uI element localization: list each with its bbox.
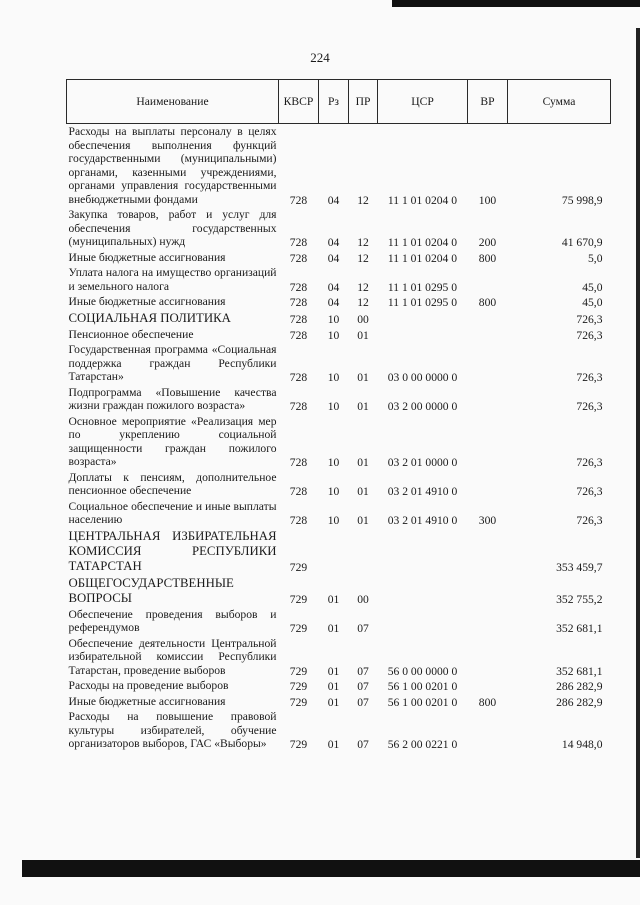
page-number: 224 — [310, 50, 330, 65]
row-vr — [468, 528, 508, 575]
row-rz: 10 — [327, 328, 340, 342]
row-csr — [378, 327, 468, 343]
row-sum: 352 681,1 — [556, 622, 603, 635]
table-row — [67, 694, 611, 710]
row-name: Обеспечение проведения выборов и референдумов — [68, 607, 277, 634]
row-csr — [378, 310, 468, 327]
row-rz: 10 — [327, 400, 340, 413]
row-name: Доплаты к пенсиям, дополнительное пенсионное обеспечение — [68, 470, 277, 497]
row-vr — [468, 470, 508, 499]
row-kvsr: 729 — [289, 622, 308, 635]
row-sum: 75 998,9 — [561, 193, 603, 207]
row-name: ЦЕНТРАЛЬНАЯ ИЗБИРАТЕЛЬНАЯ КОМИССИЯ РЕСПУБЛИКИ ТАТАРСТАН — [68, 528, 277, 573]
row-kvsr: 728 — [289, 296, 308, 309]
budget-table — [66, 79, 611, 752]
row-rz: 10 — [327, 456, 340, 469]
row-name: Основное мероприятие «Реализация мер по укреплению социальной защищенности граждан пожилого возраста» — [68, 414, 277, 468]
row-sum: 14 948,0 — [561, 738, 603, 751]
table-row — [67, 327, 611, 343]
row-csr: 03 2 01 0000 0 — [387, 456, 458, 469]
row-csr: 11 1 01 0204 0 — [387, 236, 458, 249]
row-sum: 726,3 — [576, 400, 603, 413]
row-kvsr: 729 — [289, 561, 308, 574]
row-sum: 286 282,9 — [556, 680, 603, 693]
row-kvsr: 728 — [289, 251, 308, 265]
row-name: Государственная программа «Социальная поддержка граждан Республики Татарстан» — [68, 343, 277, 383]
row-name: Закупка товаров, работ и услуг для обеспечения государственных (муниципальных) нужд — [68, 208, 277, 248]
row-pr: 01 — [357, 328, 369, 342]
table-row — [67, 265, 611, 294]
row-vr: 800 — [478, 296, 497, 309]
row-vr — [468, 342, 508, 385]
row-rz: 10 — [327, 313, 340, 326]
table-body — [67, 124, 611, 752]
row-csr: 56 0 00 0000 0 — [387, 664, 458, 678]
row-pr: 07 — [357, 622, 369, 635]
row-csr: 11 1 01 0295 0 — [387, 296, 458, 309]
row-rz: 04 — [327, 193, 340, 207]
row-vr: 200 — [478, 236, 497, 249]
table-row — [67, 207, 611, 250]
row-kvsr: 728 — [289, 371, 308, 384]
row-kvsr: 728 — [289, 485, 308, 498]
scan-edge-bottom — [22, 860, 640, 877]
row-pr: 07 — [357, 664, 369, 678]
row-vr — [468, 327, 508, 343]
row-kvsr: 728 — [289, 280, 308, 294]
row-pr: 07 — [357, 695, 369, 709]
table-row — [67, 414, 611, 470]
row-kvsr: 729 — [289, 680, 308, 693]
table-row — [67, 709, 611, 752]
row-sum: 352 681,1 — [556, 664, 603, 678]
row-sum: 45,0 — [582, 280, 603, 294]
row-sum: 726,3 — [576, 313, 603, 326]
row-name: Расходы на выплаты персоналу в целях обеспечения выполнения функций государственными (муниципальными) органами, казенными учреждениями, органами управления государственными внебюджетными фондами — [68, 125, 277, 206]
table-row — [67, 310, 611, 327]
row-vr: 300 — [478, 514, 497, 527]
row-csr: 03 2 00 0000 0 — [387, 400, 458, 413]
row-pr: 01 — [357, 485, 369, 498]
table-header-row — [67, 80, 611, 124]
row-csr: 03 0 00 0000 0 — [387, 371, 458, 384]
row-vr — [468, 575, 508, 607]
row-kvsr: 728 — [289, 328, 308, 342]
row-rz: 04 — [327, 280, 340, 294]
table-row — [67, 499, 611, 528]
row-rz — [319, 528, 349, 575]
row-name: Иные бюджетные ассигнования — [68, 295, 226, 308]
row-pr: 00 — [357, 593, 369, 606]
row-sum: 726,3 — [576, 514, 603, 527]
row-vr — [468, 607, 508, 636]
table-row — [67, 528, 611, 575]
row-pr: 12 — [357, 280, 369, 294]
row-pr: 00 — [357, 313, 369, 326]
row-kvsr: 729 — [289, 695, 308, 709]
row-sum: 286 282,9 — [556, 695, 603, 709]
row-csr: 56 2 00 0221 0 — [387, 738, 458, 751]
row-rz: 01 — [327, 593, 340, 606]
row-kvsr: 729 — [289, 738, 308, 751]
row-kvsr: 728 — [289, 193, 308, 207]
row-vr: 100 — [478, 193, 497, 207]
row-pr: 07 — [357, 738, 369, 751]
row-kvsr: 729 — [289, 664, 308, 678]
row-kvsr: 728 — [289, 236, 308, 249]
row-pr: 01 — [357, 400, 369, 413]
row-pr: 01 — [357, 371, 369, 384]
row-sum: 726,3 — [576, 485, 603, 498]
row-rz: 10 — [327, 371, 340, 384]
row-vr — [468, 385, 508, 414]
row-name: Иные бюджетные ассигнования — [68, 694, 226, 708]
scan-edge-right — [636, 28, 640, 858]
header-vr: ВР — [468, 80, 508, 124]
table-row — [67, 294, 611, 310]
row-rz: 01 — [327, 680, 340, 693]
row-name: Пенсионное обеспечение — [68, 327, 194, 341]
row-csr: 56 1 00 0201 0 — [387, 680, 458, 693]
row-kvsr: 728 — [289, 313, 308, 326]
row-kvsr: 728 — [289, 456, 308, 469]
row-rz: 01 — [327, 738, 340, 751]
row-rz: 01 — [327, 622, 340, 635]
row-name: Обеспечение деятельности Центральной избирательной комиссии Республики Татарстан, проведение выборов — [68, 636, 277, 677]
row-name: Уплата налога на имущество организаций и земельного налога — [68, 266, 277, 293]
row-csr — [378, 528, 468, 575]
row-sum: 45,0 — [582, 296, 603, 309]
row-csr: 11 1 01 0204 0 — [387, 193, 458, 207]
table-row — [67, 342, 611, 385]
scan-edge-top — [392, 0, 640, 7]
table-row — [67, 678, 611, 694]
row-vr — [468, 414, 508, 470]
row-name: Подпрограмма «Повышение качества жизни граждан пожилого возраста» — [68, 385, 277, 412]
row-vr: 800 — [478, 695, 497, 709]
row-pr: 07 — [357, 680, 369, 693]
table-row — [67, 470, 611, 499]
row-kvsr: 728 — [289, 400, 308, 413]
row-rz: 01 — [327, 695, 340, 709]
row-rz: 10 — [327, 514, 340, 527]
row-name: Социальное обеспечение и иные выплаты населению — [68, 499, 277, 526]
row-kvsr: 728 — [289, 514, 308, 527]
table-row — [67, 575, 611, 607]
row-rz: 10 — [327, 485, 340, 498]
row-name: Расходы на повышение правовой культуры избирателей, обучение организаторов выборов, ГАС «Выборы» — [68, 710, 277, 750]
header-csr: ЦСР — [378, 80, 468, 124]
header-sum: Сумма — [508, 80, 611, 124]
row-pr: 01 — [357, 456, 369, 469]
row-csr — [378, 607, 468, 636]
row-sum: 352 755,2 — [556, 593, 603, 606]
row-rz: 04 — [327, 296, 340, 309]
row-sum: 726,3 — [576, 456, 603, 469]
row-name: Иные бюджетные ассигнования — [68, 250, 226, 264]
header-pr: ПР — [349, 80, 378, 124]
row-rz: 04 — [327, 251, 340, 265]
row-pr: 01 — [357, 514, 369, 527]
row-vr: 800 — [478, 251, 497, 265]
table-row — [67, 607, 611, 636]
row-csr: 03 2 01 4910 0 — [387, 485, 458, 498]
row-csr — [378, 575, 468, 607]
row-vr — [468, 678, 508, 694]
row-name: ОБЩЕГОСУДАРСТВЕННЫЕ ВОПРОСЫ — [68, 575, 234, 605]
header-name: Наименование — [67, 80, 279, 124]
row-name: Расходы на проведение выборов — [68, 679, 229, 692]
row-pr: 12 — [357, 251, 369, 265]
row-pr: 12 — [357, 236, 369, 249]
row-csr: 11 1 01 0204 0 — [387, 251, 458, 265]
table-row — [67, 385, 611, 414]
table-row — [67, 124, 611, 208]
row-pr: 12 — [357, 193, 369, 207]
row-sum: 353 459,7 — [556, 561, 603, 574]
header-rz: Рз — [319, 80, 349, 124]
table-row — [67, 636, 611, 679]
row-csr: 03 2 01 4910 0 — [387, 514, 458, 527]
row-vr — [468, 265, 508, 294]
row-csr: 56 1 00 0201 0 — [387, 695, 458, 709]
row-sum: 726,3 — [576, 328, 603, 342]
row-vr — [468, 636, 508, 679]
row-sum: 5,0 — [588, 251, 603, 265]
row-name: СОЦИАЛЬНАЯ ПОЛИТИКА — [68, 310, 231, 325]
table-row — [67, 250, 611, 266]
header-kvsr: КВСР — [279, 80, 319, 124]
row-vr — [468, 310, 508, 327]
row-rz: 01 — [327, 664, 340, 678]
row-vr — [468, 709, 508, 752]
row-pr: 12 — [357, 296, 369, 309]
row-pr — [349, 528, 378, 575]
row-rz: 04 — [327, 236, 340, 249]
row-sum: 41 670,9 — [561, 236, 603, 249]
row-csr: 11 1 01 0295 0 — [387, 280, 458, 294]
row-kvsr: 729 — [289, 593, 308, 606]
row-sum: 726,3 — [576, 371, 603, 384]
